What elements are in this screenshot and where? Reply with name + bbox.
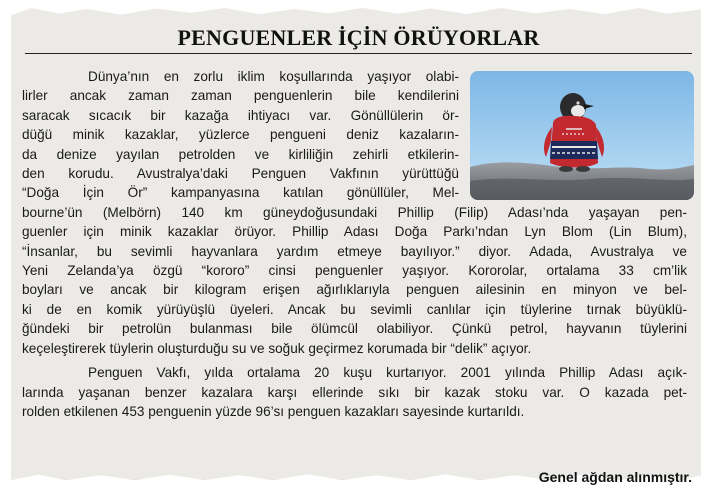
paragraph-1 [22, 67, 687, 358]
text-line: lirler ancak zaman zaman penguenlerin bile kendilerini [22, 88, 459, 104]
paragraph-2 [22, 363, 687, 421]
text-line: den korudu. Avustralya’daki Penguen Vakfının yürüttüğü [22, 166, 459, 182]
text-line: ğündeki bir petrolün bulanması bile ölümcül olabiliyor. Çünkü petrol, hayvanın tüylerini [22, 321, 687, 337]
text-line: keçeleştirerek tüylerin oluşturduğu su ve soğuk geçirmez korumada bir “delik” açıyor. [22, 340, 532, 356]
text-line: saracak sıcacık bir kazağa ihtiyacı var. Gönüllülerin ör- [22, 107, 459, 123]
text-line: Yeni Zelanda’ya özgü “kororo” cinsi penguenler yaşıyor. Kororolar, ortalama 33 cm’lik [22, 263, 687, 279]
source-credit: Genel ağdan alınmıştır. [538, 469, 692, 485]
article-title: PENGUENLER İÇİN ÖRÜYORLAR [177, 25, 540, 50]
text-line: Dünya’nın en zorlu iklim koşullarında yaşıyor olabi- [88, 69, 459, 84]
text-line: larında yaşanan benzer kazalara karşı ellerinde sıkı bir kazak stoku var. O kazada pet- [22, 384, 687, 400]
text-line: da denize yayılan petrolden ve kirliliğin zehirli etkilerin- [22, 146, 459, 162]
article-body [22, 67, 687, 421]
text-line: Penguen Vakfı, yılda ortalama 20 kuşu kurtarıyor. 2001 yılında Phillip Adası açık- [88, 365, 687, 381]
text-line: boyları ve ancak bir kilogram erişen ağırlıklarıyla penguen ailesinin en minyon ve bel- [22, 282, 687, 298]
article-header [25, 26, 692, 54]
text-line: guenler için minik kazaklar örüyor. Phillip Adası Doğa Parkı’ndan Lyn Blom (Lin Blum), [22, 224, 687, 240]
text-line: “Doğa İçin Ör” kampanyasına katılan gönüllüler, Mel- [22, 185, 459, 201]
text-line: düğü minik kazaklar, yüzlerce pengueni deniz kazaların- [22, 127, 459, 143]
text-line: bourne’ün (Melbörn) 140 km güneydoğusundaki Phillip (Filip) Adası’nda yaşayan pen- [22, 204, 687, 220]
text-line: ki de en komik yürüyüşlü üyeleri. Ancak bu sevimli canlılar için tüylerine tırnak büyüklü- [22, 301, 687, 317]
text-line: “İnsanlar, bu sevimli hayvanlara yardım etmeye bayılıyor.” diyor. Adada, Avustralya ve [22, 243, 687, 259]
text-line: rolden etkilenen 453 penguenin yüzde 96’sı penguen kazakları sayesinde kurtarıldı. [22, 403, 525, 419]
